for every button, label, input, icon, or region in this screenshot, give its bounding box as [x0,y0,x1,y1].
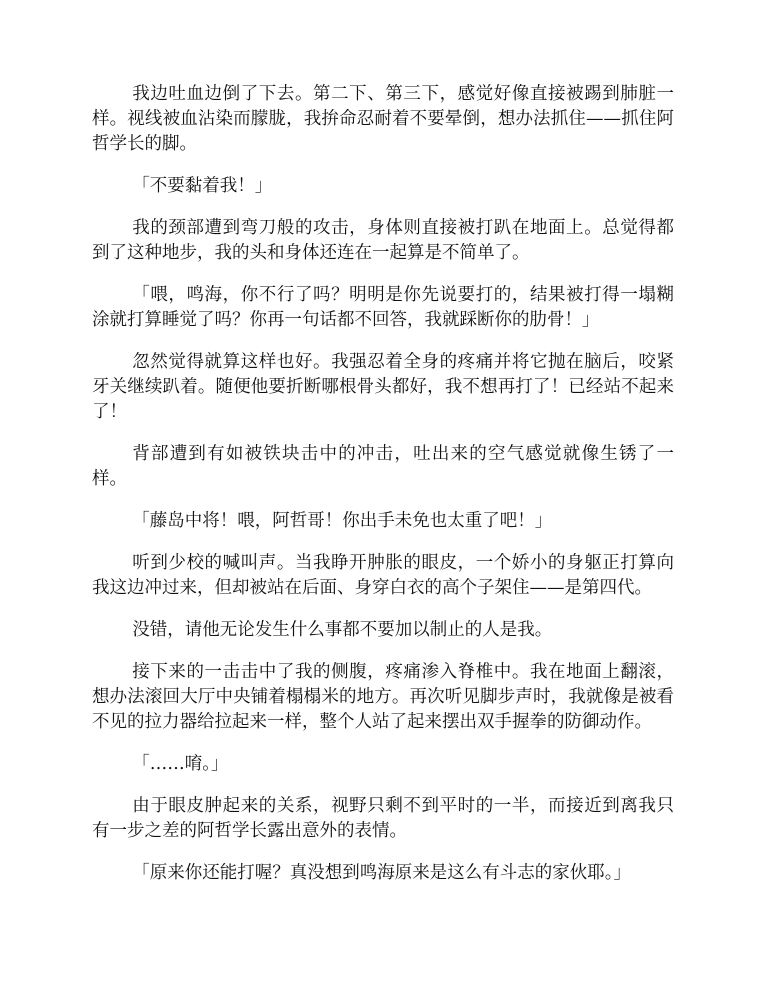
paragraph-11: 「……唷。」 [132,754,229,774]
paragraph-5: 忽然觉得就算这样也好。我强忍着全身的疼痛并将它抛在脑后，咬紧牙关继续趴着。随便他要折断哪根骨头都好，我不想再打了！已经站不起来了！ [92,352,674,422]
paragraph-12: 由于眼皮肿起来的关系，视野只剩不到平时的一半，而接近到离我只有一步之差的阿哲学长露出意外的表情。 [92,796,674,841]
paragraph-10: 接下来的一击击中了我的侧腹，疼痛渗入脊椎中。我在地面上翻滚，想办法滚回大厅中央铺着榻榻米的地方。再次听见脚步声时，我就像是被看不见的拉力器给拉起来一样，整个人站了起来摆出双手握拳的防御动作。 [92,662,674,732]
paragraph-7: 「藤岛中将！喂，阿哲哥！你出手未免也太重了吧！」 [132,511,553,531]
paragraph-9: 没错，请他无论发生什么事都不要加以制止的人是我。 [132,620,553,640]
book-page [92,82,674,903]
paragraph-2: 「不要黏着我！」 [132,176,273,196]
paragraph-13: 「原来你还能打喔？真没想到鸣海原来是这么有斗志的家伙耶。」 [132,863,631,883]
paragraph-1: 我边吐血边倒了下去。第二下、第三下，感觉好像直接被踢到肺脏一样。视线被血沾染而朦胧，我拚命忍耐着不要晕倒，想办法抓住——抓住阿哲学长的脚。 [92,84,674,154]
paragraph-3: 我的颈部遭到弯刀般的攻击，身体则直接被打趴在地面上。总觉得都到了这种地步，我的头和身体还连在一起算是不简单了。 [92,218,674,263]
paragraph-4: 「喂，鸣海，你不行了吗？明明是你先说要打的，结果被打得一塌糊涂就打算睡觉了吗？你再一句话都不回答，我就踩断你的肋骨！」 [92,285,674,330]
paragraph-8: 听到少校的喊叫声。当我睁开肿胀的眼皮，一个娇小的身躯正打算向我这边冲过来，但却被站在后面、身穿白衣的高个子架住——是第四代。 [92,553,674,598]
paragraph-6: 背部遭到有如被铁块击中的冲击，吐出来的空气感觉就像生锈了一样。 [92,444,674,489]
